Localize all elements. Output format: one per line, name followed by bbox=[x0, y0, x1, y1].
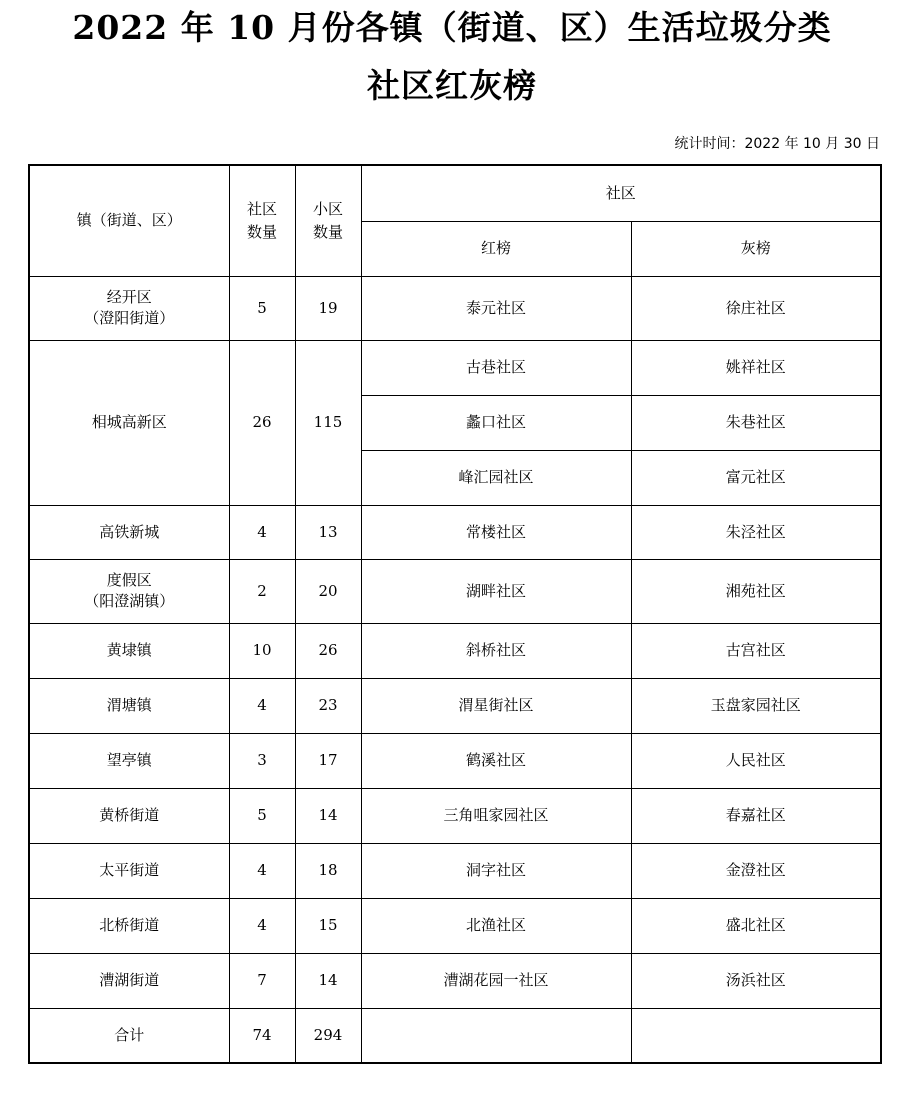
town-cell: 望亭镇 bbox=[29, 733, 229, 788]
red-cell: 斜桥社区 bbox=[361, 623, 631, 678]
red-cell: 漕湖花园一社区 bbox=[361, 953, 631, 1008]
header-community-count: 社区 数量 bbox=[229, 165, 295, 276]
gray-cell: 徐庄社区 bbox=[631, 276, 881, 340]
gray-cell: 湘苑社区 bbox=[631, 559, 881, 623]
town-cell: 黄桥街道 bbox=[29, 788, 229, 843]
ranking-table bbox=[28, 164, 882, 1064]
table-row bbox=[29, 559, 881, 623]
table-row bbox=[29, 505, 881, 559]
gray-cell: 富元社区 bbox=[631, 450, 881, 505]
town-cell: 渭塘镇 bbox=[29, 678, 229, 733]
empty-cell bbox=[631, 1008, 881, 1063]
estate-count-cell: 26 bbox=[295, 623, 361, 678]
page-title: 2022 年 10 月份各镇（街道、区）生活垃圾分类 bbox=[72, 8, 832, 47]
estate-count-cell: 23 bbox=[295, 678, 361, 733]
community-count-cell: 5 bbox=[229, 276, 295, 340]
community-count-cell: 26 bbox=[229, 340, 295, 505]
town-cell: 太平街道 bbox=[29, 843, 229, 898]
town-cell: 漕湖街道 bbox=[29, 953, 229, 1008]
community-count-cell: 3 bbox=[229, 733, 295, 788]
town-cell: 黄埭镇 bbox=[29, 623, 229, 678]
total-label: 合计 bbox=[29, 1008, 229, 1063]
community-count-cell: 4 bbox=[229, 505, 295, 559]
table-row bbox=[29, 953, 881, 1008]
community-count-cell: 4 bbox=[229, 898, 295, 953]
estate-count-cell: 17 bbox=[295, 733, 361, 788]
estate-count-cell: 15 bbox=[295, 898, 361, 953]
header-estate-count: 小区 数量 bbox=[295, 165, 361, 276]
town-cell: 度假区 （阳澄湖镇） bbox=[29, 559, 229, 623]
table-row bbox=[29, 788, 881, 843]
table-row bbox=[29, 843, 881, 898]
red-cell: 古巷社区 bbox=[361, 340, 631, 395]
stat-time: 统计时间：2022 年 10 月 30 日 bbox=[674, 136, 880, 152]
community-count-cell: 4 bbox=[229, 843, 295, 898]
table-row bbox=[29, 340, 881, 395]
header-red: 红榜 bbox=[361, 221, 631, 276]
community-count-cell: 7 bbox=[229, 953, 295, 1008]
gray-cell: 古宫社区 bbox=[631, 623, 881, 678]
table-row bbox=[29, 276, 881, 340]
red-cell: 峰汇园社区 bbox=[361, 450, 631, 505]
header-community: 社区 bbox=[361, 165, 881, 221]
estate-count-cell: 18 bbox=[295, 843, 361, 898]
red-cell: 蠡口社区 bbox=[361, 395, 631, 450]
gray-cell: 朱泾社区 bbox=[631, 505, 881, 559]
total-row bbox=[29, 1008, 881, 1063]
red-cell: 泰元社区 bbox=[361, 276, 631, 340]
total-community-count: 74 bbox=[229, 1008, 295, 1063]
community-count-cell: 2 bbox=[229, 559, 295, 623]
table-row bbox=[29, 678, 881, 733]
gray-cell: 汤浜社区 bbox=[631, 953, 881, 1008]
gray-cell: 人民社区 bbox=[631, 733, 881, 788]
gray-cell: 金澄社区 bbox=[631, 843, 881, 898]
gray-cell: 玉盘家园社区 bbox=[631, 678, 881, 733]
red-cell: 常楼社区 bbox=[361, 505, 631, 559]
red-cell: 鹤溪社区 bbox=[361, 733, 631, 788]
town-cell: 高铁新城 bbox=[29, 505, 229, 559]
empty-cell bbox=[361, 1008, 631, 1063]
community-count-cell: 4 bbox=[229, 678, 295, 733]
gray-cell: 姚祥社区 bbox=[631, 340, 881, 395]
estate-count-cell: 19 bbox=[295, 276, 361, 340]
total-estate-count: 294 bbox=[295, 1008, 361, 1063]
header-gray: 灰榜 bbox=[631, 221, 881, 276]
town-cell: 相城高新区 bbox=[29, 340, 229, 505]
header-town: 镇（街道、区） bbox=[29, 165, 229, 276]
town-cell: 北桥街道 bbox=[29, 898, 229, 953]
table-row bbox=[29, 898, 881, 953]
gray-cell: 朱巷社区 bbox=[631, 395, 881, 450]
estate-count-cell: 14 bbox=[295, 788, 361, 843]
estate-count-cell: 20 bbox=[295, 559, 361, 623]
table-row bbox=[29, 733, 881, 788]
town-cell: 经开区 （澄阳街道） bbox=[29, 276, 229, 340]
red-cell: 渭星街社区 bbox=[361, 678, 631, 733]
estate-count-cell: 13 bbox=[295, 505, 361, 559]
red-cell: 三角咀家园社区 bbox=[361, 788, 631, 843]
community-count-cell: 5 bbox=[229, 788, 295, 843]
red-cell: 北渔社区 bbox=[361, 898, 631, 953]
red-cell: 湖畔社区 bbox=[361, 559, 631, 623]
gray-cell: 盛北社区 bbox=[631, 898, 881, 953]
estate-count-cell: 14 bbox=[295, 953, 361, 1008]
estate-count-cell: 115 bbox=[295, 340, 361, 505]
community-count-cell: 10 bbox=[229, 623, 295, 678]
red-cell: 洞字社区 bbox=[361, 843, 631, 898]
table-row bbox=[29, 623, 881, 678]
page-subtitle: 社区红灰榜 bbox=[367, 66, 537, 105]
gray-cell: 春嘉社区 bbox=[631, 788, 881, 843]
